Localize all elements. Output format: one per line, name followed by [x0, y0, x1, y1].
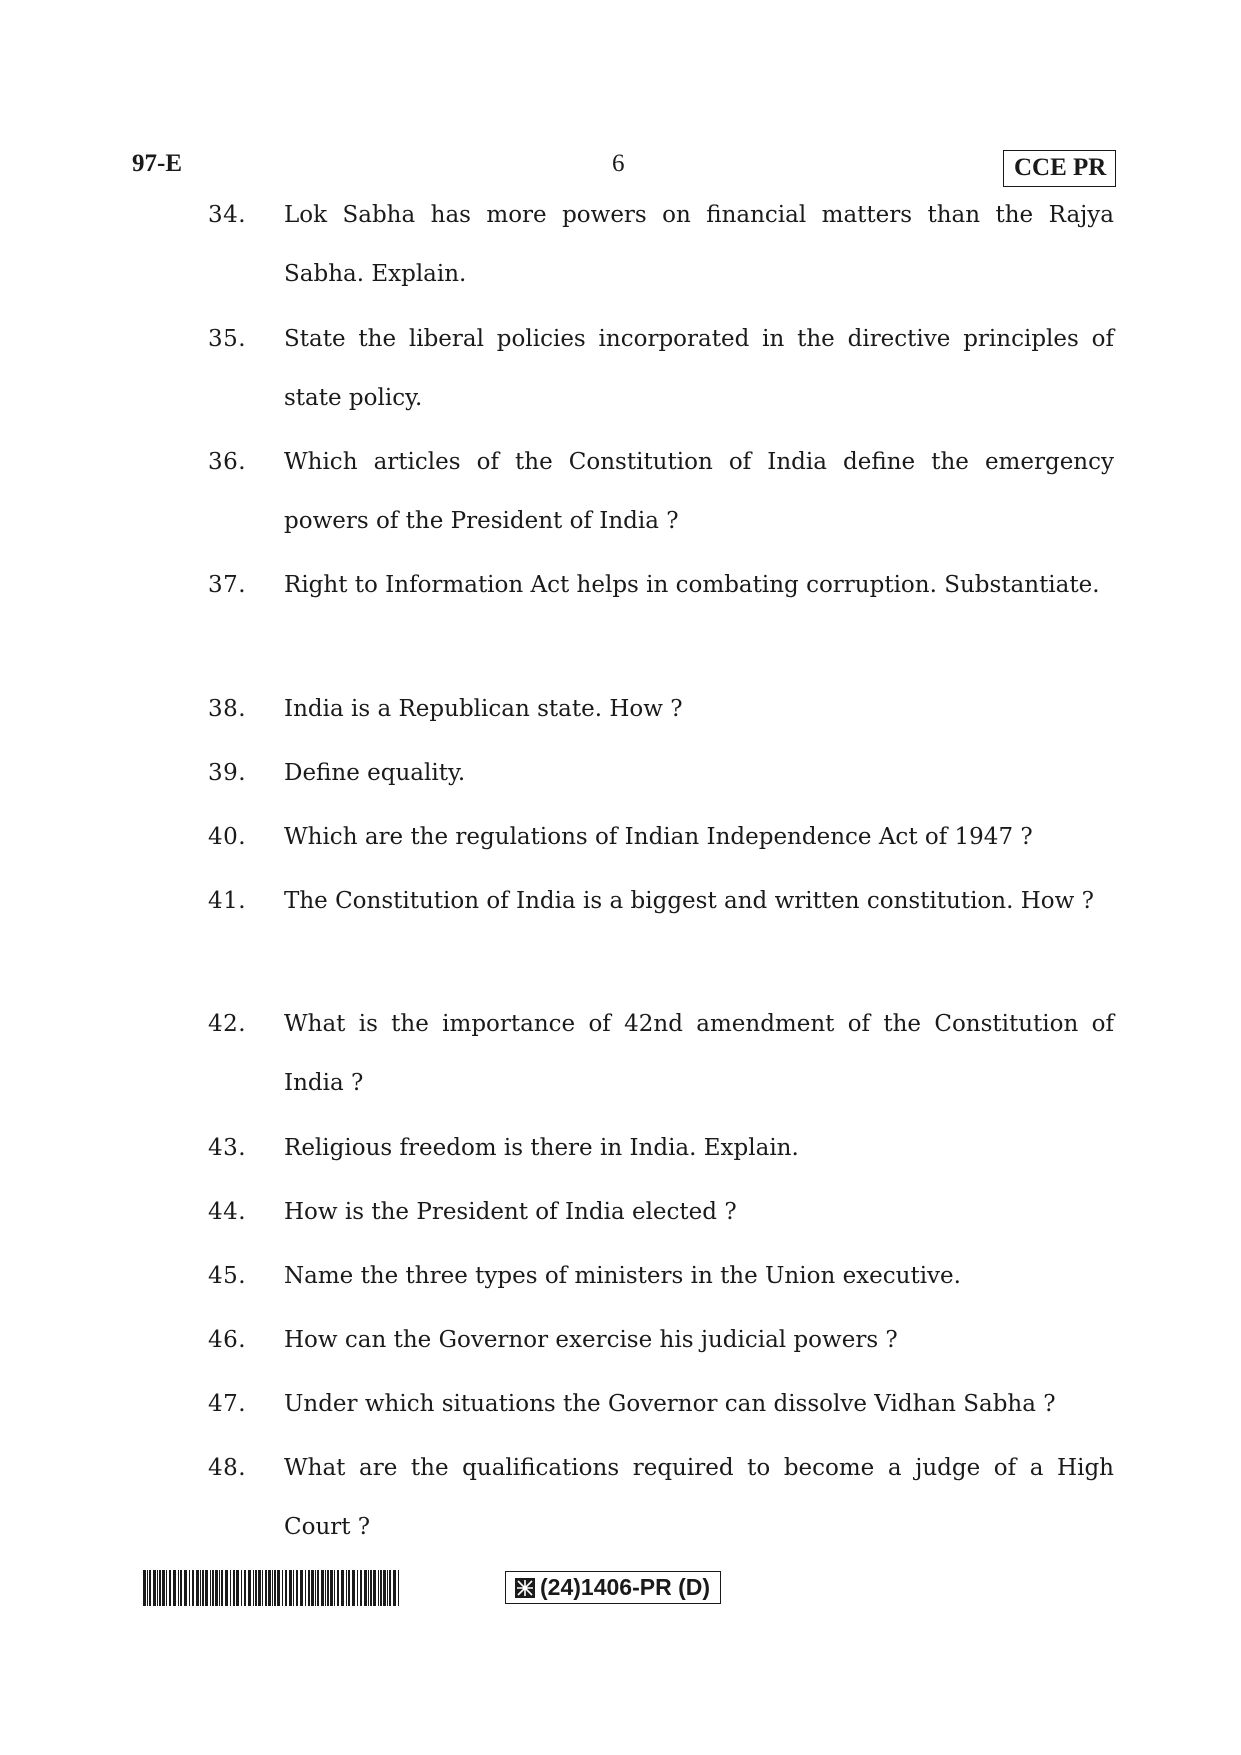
question-number: 36.: [208, 449, 247, 475]
question-text: Right to Information Act helps in combating corruption. Substantiate.: [284, 572, 1100, 598]
question-text: India is a Republican state. How ?: [284, 696, 683, 722]
barcode-icon: [143, 1570, 403, 1606]
question-text: Which are the regulations of Indian Independence Act of 1947 ?: [284, 824, 1033, 850]
question-number: 42.: [208, 1011, 247, 1037]
question-number: 35.: [208, 326, 247, 352]
question-number: 39.: [208, 760, 247, 786]
question-number: 41.: [208, 888, 247, 914]
question-text: Religious freedom is there in India. Explain.: [284, 1135, 799, 1161]
crossed-box-icon: [514, 1577, 536, 1599]
question-text: How is the President of India elected ?: [284, 1199, 737, 1225]
question-text: Under which situations the Governor can dissolve Vidhan Sabha ?: [284, 1391, 1056, 1417]
question-number: 37.: [208, 572, 247, 598]
question-text: State the liberal policies incorporated in the directive principles of state policy.: [284, 326, 1114, 411]
question-text: Which articles of the Constitution of India define the emergency powers of the President of India ?: [284, 449, 1114, 534]
question-number: 43.: [208, 1135, 247, 1161]
question-text: Define equality.: [284, 760, 466, 786]
question-text: The Constitution of India is a biggest and written constitution. How ?: [284, 888, 1094, 914]
series-box: CCE PR: [1003, 150, 1116, 187]
question-text: What are the qualifications required to become a judge of a High Court ?: [284, 1455, 1114, 1540]
paper-code: 97-E: [132, 150, 182, 177]
question-text: What is the importance of 42nd amendment of the Constitution of India ?: [284, 1011, 1114, 1096]
question-number: 48.: [208, 1455, 247, 1481]
question-text: How can the Governor exercise his judicial powers ?: [284, 1327, 898, 1353]
question-number: 46.: [208, 1327, 247, 1353]
question-number: 47.: [208, 1391, 247, 1417]
question-number: 45.: [208, 1263, 247, 1289]
question-number: 38.: [208, 696, 247, 722]
paper-id-box: [505, 1571, 721, 1604]
question-number: 40.: [208, 824, 247, 850]
question-number: 44.: [208, 1199, 247, 1225]
question-number: 34.: [208, 202, 247, 228]
page-number: 6: [612, 150, 625, 177]
question-text: Lok Sabha has more powers on financial matters than the Rajya Sabha. Explain.: [284, 202, 1114, 287]
question-text: Name the three types of ministers in the Union executive.: [284, 1263, 961, 1289]
paper-id: (24)1406-PR (D): [540, 1574, 710, 1600]
